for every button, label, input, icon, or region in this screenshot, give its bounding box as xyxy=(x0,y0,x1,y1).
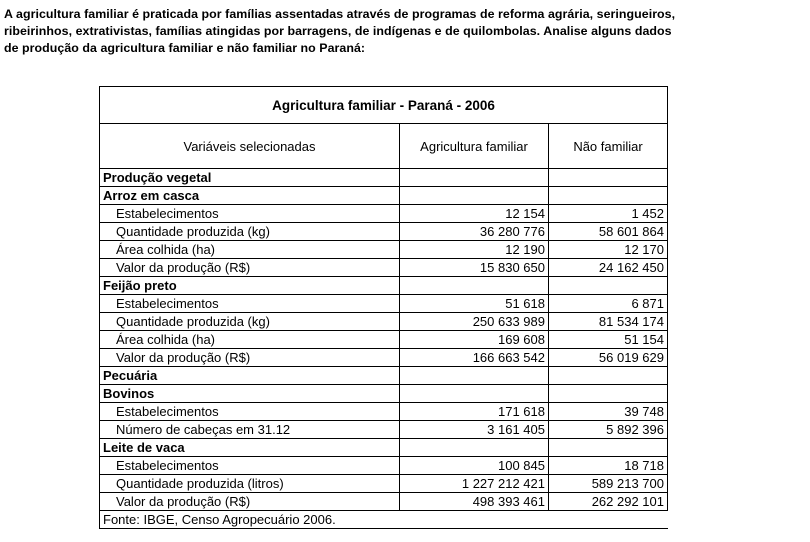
variable-label: Área colhida (ha) xyxy=(100,241,400,259)
section-label: Bovinos xyxy=(100,385,400,403)
source-row xyxy=(100,511,668,529)
nao-familiar-value: 58 601 864 xyxy=(549,223,668,241)
variable-label: Estabelecimentos xyxy=(100,457,400,475)
nao-familiar-value: 589 213 700 xyxy=(549,475,668,493)
variable-label: Valor da produção (R$) xyxy=(100,493,400,511)
nao-familiar-value xyxy=(549,187,668,205)
table-row xyxy=(100,241,668,259)
table-row xyxy=(100,493,668,511)
familiar-value: 100 845 xyxy=(400,457,549,475)
familiar-value: 169 608 xyxy=(400,331,549,349)
familiar-value: 15 830 650 xyxy=(400,259,549,277)
variable-label: Quantidade produzida (kg) xyxy=(100,223,400,241)
source-spacer xyxy=(400,511,549,529)
familiar-value: 36 280 776 xyxy=(400,223,549,241)
table-section-row xyxy=(100,169,668,187)
nao-familiar-value: 1 452 xyxy=(549,205,668,223)
variable-label: Estabelecimentos xyxy=(100,403,400,421)
table-row xyxy=(100,295,668,313)
table-header-row xyxy=(100,124,668,169)
table-section-row xyxy=(100,277,668,295)
variable-label: Estabelecimentos xyxy=(100,295,400,313)
nao-familiar-value: 262 292 101 xyxy=(549,493,668,511)
nao-familiar-value: 18 718 xyxy=(549,457,668,475)
familiar-value: 250 633 989 xyxy=(400,313,549,331)
table-section-row xyxy=(100,385,668,403)
source-note: Fonte: IBGE, Censo Agropecuário 2006. xyxy=(100,511,400,529)
nao-familiar-value xyxy=(549,367,668,385)
intro-line-1: A agricultura familiar é praticada por famílias assentadas através de programas de reforma agrária, seringueiros, xyxy=(4,7,676,21)
table-row xyxy=(100,331,668,349)
section-label: Feijão preto xyxy=(100,277,400,295)
nao-familiar-value: 5 892 396 xyxy=(549,421,668,439)
nao-familiar-value: 51 154 xyxy=(549,331,668,349)
column-header-variables: Variáveis selecionadas xyxy=(100,124,400,169)
intro-text xyxy=(4,6,804,57)
agriculture-data-table xyxy=(99,86,668,529)
familiar-value: 166 663 542 xyxy=(400,349,549,367)
familiar-value: 3 161 405 xyxy=(400,421,549,439)
familiar-value: 12 154 xyxy=(400,205,549,223)
familiar-value: 12 190 xyxy=(400,241,549,259)
nao-familiar-value: 39 748 xyxy=(549,403,668,421)
nao-familiar-value: 81 534 174 xyxy=(549,313,668,331)
familiar-value xyxy=(400,385,549,403)
familiar-value xyxy=(400,169,549,187)
familiar-value xyxy=(400,187,549,205)
familiar-value xyxy=(400,367,549,385)
table-row xyxy=(100,403,668,421)
table-row xyxy=(100,313,668,331)
nao-familiar-value xyxy=(549,385,668,403)
intro-line-2: ribeirinhos, extrativistas, famílias atingidas por barragens, de indígenas e de quilombolas. Analise alguns dados xyxy=(4,24,672,38)
table-title: Agricultura familiar - Paraná - 2006 xyxy=(100,87,668,124)
nao-familiar-value: 6 871 xyxy=(549,295,668,313)
variable-label: Quantidade produzida (litros) xyxy=(100,475,400,493)
column-header-nao-familiar: Não familiar xyxy=(549,124,668,169)
variable-label: Valor da produção (R$) xyxy=(100,349,400,367)
table-body xyxy=(100,169,668,511)
variable-label: Valor da produção (R$) xyxy=(100,259,400,277)
variable-label: Quantidade produzida (kg) xyxy=(100,313,400,331)
nao-familiar-value: 56 019 629 xyxy=(549,349,668,367)
variable-label: Estabelecimentos xyxy=(100,205,400,223)
nao-familiar-value: 12 170 xyxy=(549,241,668,259)
source-spacer xyxy=(549,511,668,529)
table-row xyxy=(100,349,668,367)
table-section-row xyxy=(100,439,668,457)
familiar-value xyxy=(400,277,549,295)
nao-familiar-value xyxy=(549,439,668,457)
table-title-row xyxy=(100,87,668,124)
section-label: Pecuária xyxy=(100,367,400,385)
variable-label: Número de cabeças em 31.12 xyxy=(100,421,400,439)
table-section-row xyxy=(100,367,668,385)
section-label: Leite de vaca xyxy=(100,439,400,457)
data-table-wrapper xyxy=(99,86,668,529)
familiar-value: 1 227 212 421 xyxy=(400,475,549,493)
table-row xyxy=(100,223,668,241)
table-row xyxy=(100,259,668,277)
familiar-value xyxy=(400,439,549,457)
table-row xyxy=(100,475,668,493)
variable-label: Área colhida (ha) xyxy=(100,331,400,349)
familiar-value: 498 393 461 xyxy=(400,493,549,511)
familiar-value: 51 618 xyxy=(400,295,549,313)
section-label: Arroz em casca xyxy=(100,187,400,205)
section-label: Produção vegetal xyxy=(100,169,400,187)
nao-familiar-value: 24 162 450 xyxy=(549,259,668,277)
table-row xyxy=(100,421,668,439)
table-section-row xyxy=(100,187,668,205)
familiar-value: 171 618 xyxy=(400,403,549,421)
nao-familiar-value xyxy=(549,277,668,295)
nao-familiar-value xyxy=(549,169,668,187)
table-row xyxy=(100,205,668,223)
table-row xyxy=(100,457,668,475)
column-header-familiar: Agricultura familiar xyxy=(400,124,549,169)
intro-line-3: de produção da agricultura familiar e não familiar no Paraná: xyxy=(4,41,366,55)
